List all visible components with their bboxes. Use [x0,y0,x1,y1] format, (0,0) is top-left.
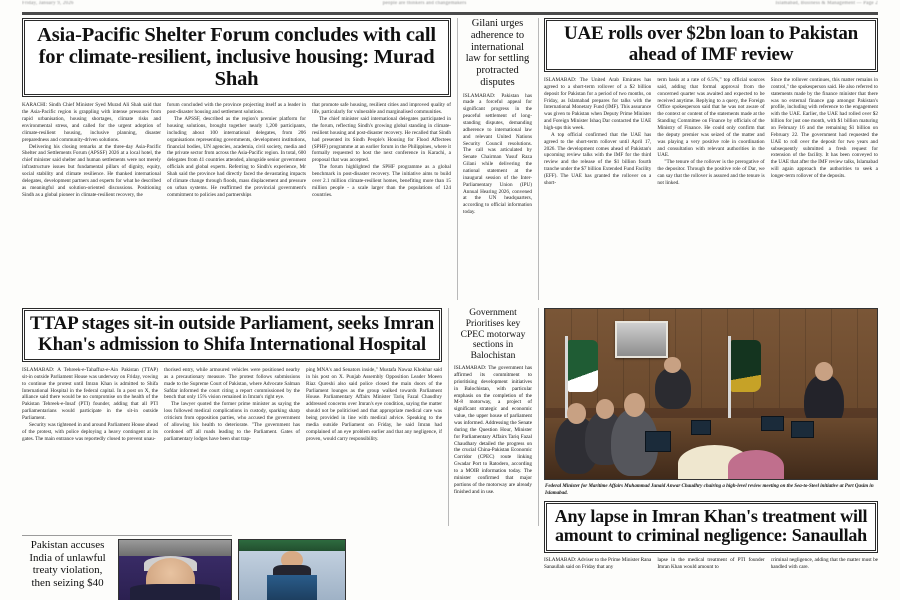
ttap-col2-text: thorised entry, while armoured vehicles were positioned nearby as a precautionary measure. The protest follows submissions made to the Supreme Court of Pakistan, where Advocate Salman Safdar informed the court citing a report commissioned by the bench that only 15% vision remained in Imran's right eye. [164,367,300,401]
ttap-column-1 [22,367,158,502]
ttap-column-3 [306,367,442,502]
story-ttap [22,308,442,526]
uae-col1-text: ISLAMABAD: The United Arab Emirates has agreed to a short-term rollover of a $2 billion deposit for Pakistan for a period of two months, on Friday, as Islamabad prepares for talks with the International Monetary Fund (IMF). This assurance was given to Pakistan when Deputy Prime Minister and Foreign Minister Ishaq Dar contacted the UAE high-ups this week. [544,77,652,132]
story-cpec [448,308,532,526]
apssf-column-2 [167,102,306,287]
cpec-body: ISLAMABAD: The government has affirmed its commitment to prioritising development initiatives in Balochistan, with particular emphasis on the completion of the M-8 motorway, a project of significant strategic and economic value, the upper house of parliament was informed. Addressing the Senate during the Question Hour, Minister for Parliamentary Affairs Tariq Fazal Chaudhary detailed the progress on the crucial China-Pakistan Economic Corridor (CPEC) route linking Gwadar Port to Ratodero, according to a MOIB information today. The minister confirmed that major portions of the motorway are already finished and in use. [454,365,532,495]
apssf-headline: Asia-Pacific Shelter Forum concludes with call for climate-resilient, inclusive housing: Murad Shah [37,24,436,91]
masthead-center: people are thinkers and changemakers [382,1,467,6]
apssf-col3c-text: The forum highlighted the SPHF programme as a global benchmark in post-disaster recovery. The initiative aims to build over 2.1 million climate-resilient homes, benefiting more than 15 million people - a scale larger than the populations of 124 countries. [312,164,451,198]
uae-column-1 [544,77,651,292]
ttap-headline-box [22,308,442,362]
treaty-rule [22,535,232,536]
photo-chairperson [655,367,692,410]
apssf-col1b-text: Delivering his closing remarks at the three-day Asia-Pacific Shelter and Settlements Forum (APSSF) 2026 at a local hotel, the chief minister said shelter and human settlements were not merely infrastructure issues but fundamental pillars of dignity, equity, social stability and climate resilience. He thanked international delegates, development partners and experts for what he described as meaningful and solution-oriented discussions. Positioning Sindh as a global pioneer in climate-resilient recovery, the [22,143,161,198]
secondary-photo-podium [267,575,318,600]
uae-col2-text: term basis at a rate of 6.5%," top official sources said, adding that formal approval from the concerned quarter was awaited and expected to be received anytime. Replying to a query, the Foreign Office spokesperson said that he was not aware of the context or content of the statements made at the Standing Committee on Finance by officials of the Ministry of Finance. He could only confirm that the deputy premier was seized of the matter and was playing a very positive role in coordination and consultation with relevant authorities in the UAE. [657,77,765,159]
top-zone [22,18,878,300]
apssf-col2-text: forum concluded with the province projecting itself as a leader in post-disaster housing and settlement solutions. [167,102,306,116]
uae-col1b-text: A top official confirmed that the UAE has agreed to the short-term rollover until April 17, 2026. The development comes ahead of Pakistan's upcoming review talks with the IMF for the third review and the release of the $1 billion fourth tranche under the $7 billion Extended Fund Facility (EFF). The UAE has granted the rollover on a short- [544,131,652,186]
uae-col2b-text: "The tenure of the rollover is the prerogative of the depositor. Through the positive role of Dar, we can say that the rollover is assured and the tenure is not linked. [657,159,765,186]
apssf-column-3 [312,102,451,287]
sanaullah-headline: Any lapse in Imran Khan's treatment will amount to criminal negligence: Sanaullah [554,506,868,546]
uae-column-3 [771,77,878,292]
pakistan-flag-icon [568,340,598,392]
gilani-headline: Gilani urges adherence to international law for settling protracted disputes [465,18,530,88]
photo-foreground-person-2 [728,450,784,480]
story-gilani [457,18,532,300]
bottom-zone [22,531,878,600]
masthead-left: Friday, January 9, 2026 [22,1,74,6]
masthead-strip [22,0,878,12]
uae-headline: UAE rolls over $2bn loan to Pakistan ahead of IMF review [563,23,859,65]
ttap-column-2 [164,367,300,502]
apssf-headline-box [22,18,451,97]
secondary-photo [238,539,346,600]
apssf-column-1 [22,102,161,287]
photo-wall-frame [615,321,668,358]
sanaullah-column-1: ISLAMABAD: Adviser to the Prime Minister Rana Sanaullah said on Friday that any [544,556,652,570]
apssf-col2b-text: The APSSF, described as the region's premier platform for housing solutions, brought together nearly 1,200 participants, including about 100 international delegates, from 206 organisations representing governments, development institutions, financial bodies, UN agencies, academia, civil society, media and the private sector from across the Asia-Pacific region. In total, 600 delegates from 41 countries attended, alongside senior government officials and global experts. Referring to Sindh's experience, Mr Shah said the province had directly faced the devastating impacts of climate change through floods, mass displacement and pressure on urban systems. He reaffirmed the provincial government's commitment to policies and partnerships [167,116,306,198]
sanaullah-column-3: criminal negligence, adding that the matter must be handled with care. [770,556,878,570]
ministry-flag-icon [731,340,761,392]
story-treaty [22,531,232,600]
gilani-body [463,93,532,216]
apssf-col1-text: KARACHI: Sindh Chief Minister Syed Murad Ali Shah said that the Asia-Pacific region is grappling with intense pressures from rapid urbanisation, housing shortages, climate risks and environmental stress, and called for the urgent adoption of climate-resilient housing, inclusive planning, disaster preparedness and community-driven solutions. [22,102,161,143]
gilani-body-text: ISLAMABAD: Pakistan has made a forceful appeal for significant progress in the peaceful settlement of long-standing disputes, demanding adherence to international law and relevant United Nations Security Council resolutions. The call was articulated by Senate Chairman Yusuf Raza Gilani while delivering the national statement at the inaugural session of the Inter-Parliamentary Union (IPU) Annual Hearing 2026, convened at the UN headquarters, according to official information today. [463,92,532,216]
uae-column-2 [657,77,764,292]
secondary-photo-banner [239,540,345,551]
bottom-filler [352,531,878,600]
apssf-col3-text: that promote safe housing, resilient cities and improved quality of life, particularly for vulnerable and marginalised communities. [312,102,451,116]
photo-monitor-1 [645,431,672,451]
uae-headline-box [544,18,878,72]
photo-caption: Federal Minister for Maritime Affairs Muhammad Junaid Anwar Chaudhry chairing a high-level review meeting on the Sea-to-Steel initiative at Port Qasim in Islamabad. [545,484,874,496]
ttap-col1-text: ISLAMABAD: A Tehreek-e-Tahaffuz-e-Ain Pakistan (TTAP) sit-in outside Parliament House was underway on Friday, vowing to continue the protest until Imran Khan is admitted to Shifa International Hospital in the federal capital. In a post on X, the alliance said there would be no compromise on the health of the Pakistan Tehreek-e-Insaf (PTI) founder, adding that all PTI parliamentarians would participate in the sit-in outside Parliament. [22,367,158,422]
uae-col3-text: Since the rollover continues, this matter remains in control," the spokesperson said. He also referred to statements made by the finance minister that there was no external finance gap amongst Pakistan's profile, including with reference to the engagement with the UAE. Earlier, the UAE had rolled over $2 billion for just one month, with $1 billion maturing on February 16 and the remaining $1 billion on February 22. The government had requested the UAE to roll over the deposit for two years and subsequently submitted a fresh request for extension of the facility. It has been conveyed to the UAE that after the IMF review talks, Islamabad will again approach the authorities to seek a longer-term rollover of the deposits. [770,77,878,180]
story-apssf [22,18,451,300]
treaty-photo-backdrop [119,540,231,556]
masthead-rule [22,12,878,15]
ttap-headline: TTAP stages sit-in outside Parliament, seeks Imran Khan's admission to Shifa International Hospital [30,313,434,355]
treaty-layout [22,539,232,600]
story-uae [538,18,878,300]
ttap-col2b-text: The lawyer quoted the former prime minister as saying the loss followed medical complications in custody, sparking sharp criticism from opposition parties, who accused the government of allowing his health to deteriorate. "The government has cordoned off all roads leading to the Parliament. Gates of parliamentary lodges have been shut trap- [164,401,300,442]
meeting-photo [544,308,878,480]
apssf-col3b-text: The chief minister said international delegates participated in the forum, reflecting Sindh's growing global standing in climate-resilient housing and post-disaster recovery. He recalled that Sindh had presented its Sindh People's Housing for Flood Affectees (SPHF) programme at an earlier forum in the Philippines, where it formally requested to host the next conference in Karachi, a proposal that was accepted. [312,116,451,164]
cpec-headline: Government Prioritises key CPEC motorway sections in Balochistan [460,308,526,362]
apssf-columns [22,102,451,287]
photo-monitor-3 [761,416,784,431]
photo-monitor-2 [691,420,711,435]
treaty-headline: Pakistan accuses India of unlawful treaty violation, then seizing $40 [29,539,106,589]
sanaullah-column-2: lapse in the medical treatment of PTI founder Imran Khan would amount to [657,556,765,570]
treaty-photo-suit [130,584,220,600]
masthead-right: Islamabad, Business & Management — Page 2 [775,1,878,6]
ttap-col3-text: ping MNA's and Senators inside," Mustafa Nawaz Khokhar said in his post on X. Punjab Assembly Opposition Leader Moeen Riaz Qureshi also said police closed the main doors of the Parliament lounges as the group walked towards Parliament House. Parliamentary Affairs Minister Tariq Fazal Chaudhry addressed concerns over Imran's eye condition, saying the matter should not be politicised and that appropriate medical care was being provided in line with medical advice. Speaking to the media outside Parliament on Friday, he said Imran had complained of an eye problem earlier and that any negligence, if proven, would carry responsibility. [306,367,442,442]
ttap-col1b-text: Security was tightened in and around Parliament House ahead of the protest, with police deploying a heavy contingent at its gates. The main entrance was reportedly closed to prevent unau- [22,421,158,442]
right-column [538,308,878,570]
ttap-columns [22,367,442,502]
uae-columns [544,77,878,292]
photo-monitor-4 [791,421,814,438]
treaty-photo [118,539,232,600]
